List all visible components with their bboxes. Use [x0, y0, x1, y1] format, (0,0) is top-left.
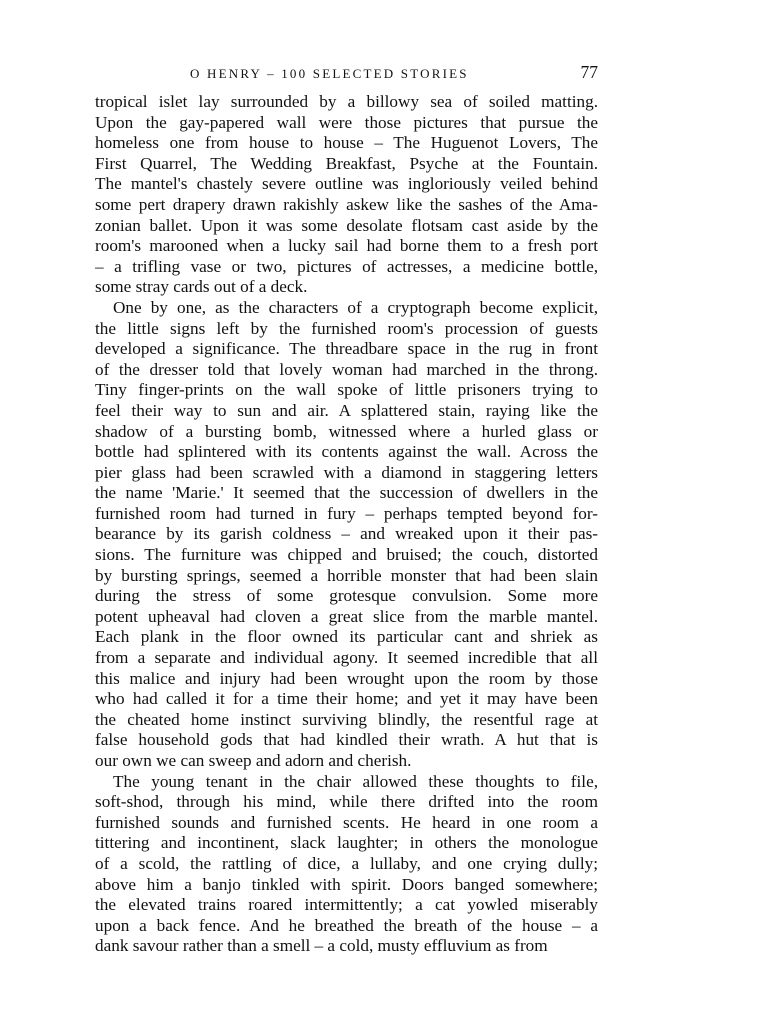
text-line: developed a significance. The threadbare space in the rug in front: [95, 339, 598, 359]
text-line: of the dresser told that lovely woman had marched in the throng.: [95, 359, 598, 379]
running-head: [95, 62, 598, 86]
text-line: shadow of a bursting bomb, witnessed where a hurled glass or: [95, 421, 598, 441]
text-line: some pert drapery drawn rakishly askew like the sashes of the Ama-: [95, 194, 598, 214]
text-line: furnished sounds and furnished scents. He heard in one room a: [95, 812, 598, 832]
text-line: soft-shod, through his mind, while there drifted into the room: [95, 792, 598, 812]
text-line: this malice and injury had been wrought upon the room by those: [95, 668, 598, 688]
text-line: false household gods that had kindled their wrath. A hut that is: [95, 730, 598, 750]
text-line: bearance by its garish coldness – and wreaked upon it their pas-: [95, 524, 598, 544]
text-line: of a scold, the rattling of dice, a lullaby, and one crying dully;: [95, 853, 598, 873]
running-title: O HENRY – 100 SELECTED STORIES: [190, 66, 469, 81]
text-line: the little signs left by the furnished room's procession of guests: [95, 318, 598, 338]
text-line: feel their way to sun and air. A splattered stain, raying like the: [95, 400, 598, 420]
text-line: One by one, as the characters of a cryptograph become explicit,: [113, 297, 598, 317]
paragraph: [95, 298, 598, 772]
text-line: who had called it for a time their home; and yet it may have been: [95, 689, 598, 709]
text-line: the cheated home instinct surviving blindly, the resentful rage at: [95, 709, 598, 729]
text-line: bottle had splintered with its contents against the wall. Across the: [95, 442, 598, 462]
text-line: tropical islet lay surrounded by a billowy sea of soiled matting.: [95, 92, 598, 111]
text-line: the name 'Marie.' It seemed that the succession of dwellers in the: [95, 483, 598, 503]
text-line: room's marooned when a lucky sail had borne them to a fresh port: [95, 236, 598, 256]
text-line: pier glass had been scrawled with a diamond in staggering letters: [95, 462, 598, 482]
paragraph: [95, 772, 598, 957]
text-line: furnished room had turned in fury – perhaps tempted beyond for-: [95, 503, 598, 523]
text-line: sions. The furniture was chipped and bruised; the couch, distorted: [95, 545, 598, 565]
text-line: above him a banjo tinkled with spirit. Doors banged somewhere;: [95, 874, 598, 894]
text-line: our own we can sweep and adorn and cherish.: [95, 751, 412, 770]
text-line: Each plank in the floor owned its particular cant and shriek as: [95, 627, 598, 647]
page-number: 77: [580, 62, 598, 82]
text-line: the elevated trains roared intermittently; a cat yowled miserably: [95, 895, 598, 915]
text-line: Upon the gay-papered wall were those pictures that pursue the: [95, 112, 598, 132]
text-line: First Quarrel, The Wedding Breakfast, Psyche at the Fountain.: [95, 153, 598, 173]
text-line: by bursting springs, seemed a horrible monster that had been slain: [95, 565, 598, 585]
text-line: homeless one from house to house – The Huguenot Lovers, The: [95, 133, 598, 153]
text-line: dank savour rather than a smell – a cold, musty effluvium as from: [95, 936, 548, 956]
text-line: zonian ballet. Upon it was some desolate flotsam cast aside by the: [95, 215, 598, 235]
paragraph: [95, 92, 598, 298]
text-line: potent upheaval had cloven a great slice from the marble mantel.: [95, 606, 598, 626]
text-line: during the stress of some grotesque convulsion. Some more: [95, 586, 598, 606]
text-line: The young tenant in the chair allowed these thoughts to file,: [113, 771, 598, 791]
text-line: some stray cards out of a deck.: [95, 277, 308, 297]
body-text: [95, 92, 598, 957]
text-line: tittering and incontinent, slack laughter; in others the monologue: [95, 833, 598, 853]
text-line: upon a back fence. And he breathed the breath of the house – a: [95, 915, 598, 935]
text-line: from a separate and individual agony. It seemed incredible that all: [95, 648, 598, 668]
text-line: – a trifling vase or two, pictures of actresses, a medicine bottle,: [95, 256, 598, 276]
text-line: The mantel's chastely severe outline was ingloriously veiled behind: [95, 174, 598, 194]
text-line: Tiny finger-prints on the wall spoke of little prisoners trying to: [95, 380, 598, 400]
